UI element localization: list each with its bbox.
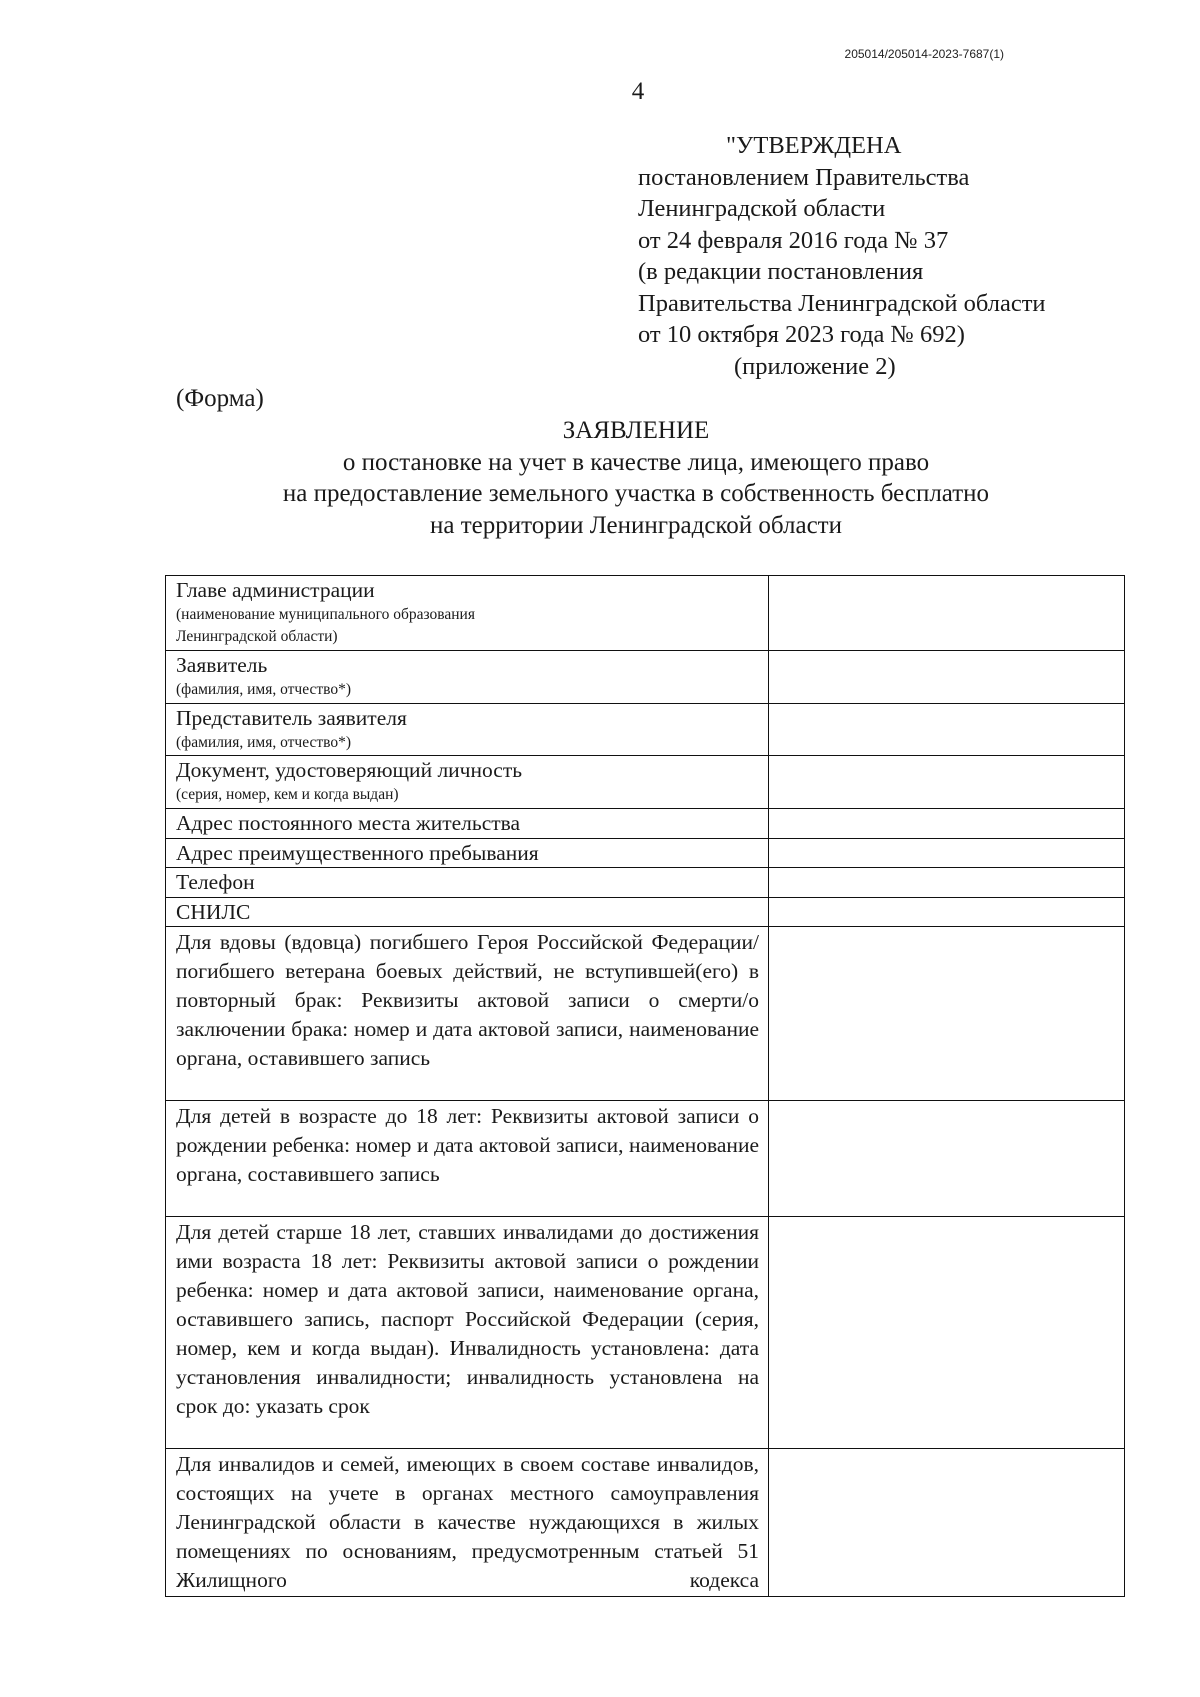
field-value-cell[interactable] bbox=[769, 838, 1125, 868]
field-label: Для вдовы (вдовца) погибшего Героя Российской Федерации/погибшего ветерана боевых действий, не вступившей(его) в повторный брак: Реквизиты актовой записи о смерти/о заключении брака: номер и дата актовой записи, наименование органа, оставившего запись bbox=[176, 930, 759, 1070]
field-label: Представитель заявителя bbox=[176, 706, 407, 730]
field-label-cell bbox=[166, 1101, 769, 1217]
approval-line: от 24 февраля 2016 года № 37 bbox=[638, 226, 949, 254]
table-row bbox=[166, 809, 1125, 839]
field-label-cell bbox=[166, 838, 769, 868]
field-hint: (фамилия, имя, отчество*) bbox=[176, 680, 351, 698]
field-label: СНИЛС bbox=[176, 899, 251, 924]
field-label: Заявитель bbox=[176, 653, 268, 677]
field-label: Телефон bbox=[176, 870, 255, 894]
field-value-cell[interactable] bbox=[769, 1449, 1125, 1597]
table-row bbox=[166, 1101, 1125, 1217]
page-number: 4 bbox=[631, 78, 645, 105]
field-hint: (фамилия, имя, отчество*) bbox=[176, 733, 351, 751]
field-value-cell[interactable] bbox=[769, 1217, 1125, 1449]
field-value-cell[interactable] bbox=[769, 809, 1125, 839]
application-form-table bbox=[165, 575, 1125, 1597]
field-value-cell[interactable] bbox=[769, 651, 1125, 704]
field-value-cell[interactable] bbox=[769, 576, 1125, 651]
field-value-cell[interactable] bbox=[769, 704, 1125, 756]
table-row bbox=[166, 1449, 1125, 1597]
field-label-cell bbox=[166, 1449, 769, 1597]
field-value-cell[interactable] bbox=[769, 897, 1125, 927]
approval-line: (в редакции постановления bbox=[638, 258, 924, 285]
field-label-cell bbox=[166, 756, 769, 809]
statement-title: ЗАЯВЛЕНИЕ bbox=[562, 417, 710, 444]
field-label-cell bbox=[166, 809, 769, 839]
field-label-cell bbox=[166, 897, 769, 927]
field-value-cell[interactable] bbox=[769, 868, 1125, 898]
field-label-cell bbox=[166, 576, 769, 651]
statement-subtitle-line: о постановке на учет в качестве лица, имеющего право bbox=[342, 448, 930, 476]
table-row bbox=[166, 838, 1125, 868]
field-value-cell[interactable] bbox=[769, 756, 1125, 809]
table-row bbox=[166, 897, 1125, 927]
statement-heading bbox=[176, 415, 1096, 541]
approval-appendix: (приложение 2) bbox=[734, 352, 896, 380]
table-row bbox=[166, 927, 1125, 1101]
table-row bbox=[166, 704, 1125, 756]
approval-block bbox=[638, 130, 1046, 382]
field-value-cell[interactable] bbox=[769, 1101, 1125, 1217]
table-row bbox=[166, 756, 1125, 809]
field-label-cell bbox=[166, 927, 769, 1101]
approval-line: постановлением Правительства bbox=[638, 163, 970, 191]
statement-subtitle-line: на территории Ленинградской области bbox=[430, 511, 842, 539]
field-label: Адрес преимущественного пребывания bbox=[176, 840, 539, 865]
field-label: Документ, удостоверяющий личность bbox=[176, 758, 523, 782]
table-row bbox=[166, 576, 1125, 651]
field-label: Адрес постоянного места жительства bbox=[176, 811, 521, 835]
table-row bbox=[166, 651, 1125, 704]
field-hint: (наименование муниципального образования bbox=[176, 605, 475, 623]
field-label-cell bbox=[166, 1217, 769, 1449]
field-hint: Ленинградской области) bbox=[176, 627, 338, 645]
field-value-cell[interactable] bbox=[769, 927, 1125, 1101]
approval-line: Правительства Ленинградской области bbox=[638, 289, 1046, 317]
field-hint: (серия, номер, кем и когда выдан) bbox=[176, 785, 399, 803]
field-label: Для детей в возрасте до 18 лет: Реквизиты актовой записи о рождении ребенка: номер и дата актовой записи, наименование органа, составившего запись bbox=[176, 1104, 759, 1186]
field-label: Для детей старше 18 лет, ставших инвалидами до достижения ими возраста 18 лет: Реквизиты актовой записи о рождении ребенка: номер и дата актовой записи, наименование органа, оставившего запись, паспорт Российской Федерации (серия, номер, кем и когда выдан). Инвалидность установлена: дата установления инвалидности; инвалидность установлена на срок до: указать срок bbox=[176, 1220, 759, 1418]
document-id: 205014/205014-2023-7687(1) bbox=[844, 47, 1004, 61]
approval-title: "УТВЕРЖДЕНА bbox=[726, 132, 902, 159]
field-label-cell bbox=[166, 651, 769, 704]
field-label-cell bbox=[166, 704, 769, 756]
approval-line: Ленинградской области bbox=[638, 195, 886, 222]
form-label: (Форма) bbox=[176, 385, 264, 412]
field-label-cell bbox=[166, 868, 769, 898]
statement-subtitle-line: на предоставление земельного участка в собственность бесплатно bbox=[282, 480, 990, 507]
field-label: Для инвалидов и семей, имеющих в своем составе инвалидов, состоящих на учете в органах местного самоуправления Ленинградской области в качестве нуждающихся в жилых помещениях по основаниям, предусмотренным статьей 51 Жилищного кодекса bbox=[176, 1452, 759, 1592]
approval-line: от 10 октября 2023 года № 692) bbox=[638, 321, 965, 348]
field-label: Главе администрации bbox=[176, 578, 375, 602]
table-row bbox=[166, 868, 1125, 898]
table-row bbox=[166, 1217, 1125, 1449]
